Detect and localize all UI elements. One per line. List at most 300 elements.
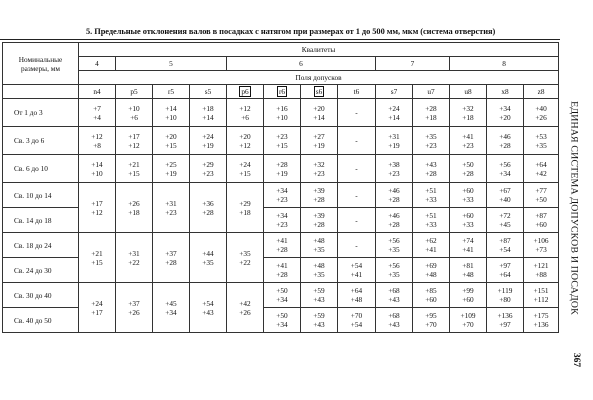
cell-r6 [264, 208, 301, 233]
cell-s7 [376, 233, 413, 258]
cell-r6 [264, 258, 301, 283]
lower-deviation: +34 [276, 295, 288, 304]
cell-s7 [376, 208, 413, 233]
upper-deviation: +17 [128, 131, 140, 141]
lower-deviation: +97 [499, 320, 511, 329]
lower-deviation: +50 [535, 195, 547, 204]
cell-s5 [190, 99, 227, 127]
cell-r5 [153, 155, 190, 183]
lower-deviation: +6 [130, 112, 138, 122]
upper-deviation: +10 [128, 103, 140, 113]
upper-deviation: +50 [462, 159, 474, 169]
cell-s6 [301, 258, 338, 283]
cell-x8 [487, 208, 524, 233]
lower-deviation: +20 [499, 112, 511, 122]
upper-deviation: +26 [128, 198, 140, 208]
lower-deviation: +15 [128, 168, 140, 178]
upper-deviation: +20 [165, 131, 177, 141]
upper-deviation: +87 [499, 236, 511, 245]
upper-deviation: +41 [276, 236, 288, 245]
cell-r5 [153, 283, 190, 333]
lower-deviation: +40 [499, 195, 511, 204]
upper-deviation: +50 [276, 311, 288, 320]
field-header-u8 [450, 85, 487, 99]
cell-x8 [487, 183, 524, 208]
cell-n4 [79, 99, 116, 127]
lower-deviation: +18 [462, 112, 474, 122]
field-label: p6 [241, 87, 249, 96]
lower-deviation: +14 [388, 112, 400, 122]
cell-u8 [450, 283, 487, 308]
upper-deviation: +175 [533, 311, 549, 320]
upper-deviation: +27 [313, 131, 325, 141]
lower-deviation: +136 [533, 320, 549, 329]
upper-deviation: +36 [202, 198, 214, 208]
cell-p5 [116, 127, 153, 155]
upper-deviation: +60 [462, 186, 474, 195]
fields-corner [3, 85, 79, 99]
cell-s6 [301, 155, 338, 183]
pole-header: Поля допусков [79, 71, 559, 85]
lower-deviation: +19 [202, 140, 214, 150]
upper-deviation: +21 [91, 248, 103, 258]
upper-deviation: +46 [388, 186, 400, 195]
upper-deviation: +43 [425, 159, 437, 169]
lower-deviation: +54 [350, 320, 363, 329]
lower-deviation: +34 [276, 320, 288, 329]
lower-deviation: +23 [462, 140, 474, 150]
cell-p5 [116, 155, 153, 183]
cell-t6 [338, 208, 376, 233]
upper-deviation: +54 [202, 298, 214, 308]
upper-deviation: +31 [128, 248, 140, 258]
upper-deviation: +51 [425, 211, 437, 220]
upper-deviation: +23 [276, 131, 288, 141]
lower-deviation: +28 [388, 220, 400, 229]
cell-p6 [227, 155, 264, 183]
size-range: Св. 14 до 18 [3, 208, 79, 233]
cell-p6 [227, 99, 264, 127]
cell-s7 [376, 99, 413, 127]
cell-u7 [413, 155, 450, 183]
lower-deviation: +34 [499, 168, 511, 178]
cell-p6 [227, 233, 264, 283]
lower-deviation: +10 [165, 112, 177, 122]
lower-deviation: +12 [128, 140, 140, 150]
cell-r5 [153, 183, 190, 233]
field-label: x8 [501, 87, 509, 96]
upper-deviation: +20 [239, 131, 251, 141]
lower-deviation: +35 [202, 257, 214, 267]
grade-4: 4 [79, 57, 116, 71]
lower-deviation: +35 [535, 140, 547, 150]
size-range: Св. 10 до 14 [3, 183, 79, 208]
lower-deviation: +60 [425, 295, 437, 304]
lower-deviation: +18 [128, 207, 140, 217]
cell-u8 [450, 99, 487, 127]
lower-deviation: +73 [535, 245, 547, 254]
lower-deviation: +12 [239, 140, 251, 150]
upper-deviation: +46 [499, 131, 511, 141]
field-label: z8 [537, 87, 545, 96]
cell-x8 [487, 233, 524, 258]
field-label: p5 [130, 87, 138, 96]
lower-deviation: +28 [388, 195, 400, 204]
cell-s7 [376, 308, 413, 333]
field-header-s7 [376, 85, 413, 99]
size-range: Св. 6 до 10 [3, 155, 79, 183]
lower-deviation: +43 [202, 307, 214, 317]
lower-deviation: +41 [462, 245, 474, 254]
cell-z8 [524, 99, 559, 127]
cell-r6 [264, 127, 301, 155]
cell-s6 [301, 208, 338, 233]
lower-deviation: +112 [533, 295, 549, 304]
lower-deviation: +28 [499, 140, 511, 150]
upper-deviation: +32 [462, 103, 474, 113]
lower-deviation: +70 [425, 320, 437, 329]
cell-x8 [487, 308, 524, 333]
grade-8: 8 [450, 57, 559, 71]
cell-r6 [264, 99, 301, 127]
field-label: r5 [167, 87, 175, 96]
lower-deviation: +35 [388, 245, 400, 254]
cell-u7 [413, 183, 450, 208]
lower-deviation: +45 [499, 220, 511, 229]
upper-deviation: +41 [462, 131, 474, 141]
lower-deviation: +23 [388, 168, 400, 178]
upper-deviation: +53 [535, 131, 547, 141]
lower-deviation: +28 [165, 257, 177, 267]
upper-deviation: +97 [499, 261, 511, 270]
upper-deviation: - [355, 164, 358, 173]
cell-p6 [227, 283, 264, 333]
lower-deviation: +54 [499, 245, 511, 254]
upper-deviation: +77 [535, 186, 547, 195]
cell-t6 [338, 183, 376, 208]
lower-deviation: +12 [91, 207, 103, 217]
lower-deviation: +28 [425, 168, 437, 178]
cell-z8 [524, 283, 559, 308]
cell-s6 [301, 183, 338, 208]
field-header-s5 [190, 85, 227, 99]
grade-7: 7 [376, 57, 450, 71]
upper-deviation: +46 [388, 211, 400, 220]
cell-s5 [190, 155, 227, 183]
grade-5: 5 [116, 57, 227, 71]
lower-deviation: +43 [388, 295, 400, 304]
field-header-r6 [264, 85, 301, 99]
upper-deviation: - [355, 240, 358, 250]
lower-deviation: +14 [202, 112, 214, 122]
lower-deviation: +23 [165, 207, 177, 217]
upper-deviation: +56 [388, 261, 400, 270]
lower-deviation: +22 [128, 257, 140, 267]
cell-p5 [116, 99, 153, 127]
upper-deviation: +44 [202, 248, 214, 258]
lower-deviation: +19 [388, 140, 400, 150]
cell-u8 [450, 127, 487, 155]
upper-deviation: +29 [202, 159, 214, 169]
side-running-title: ЕДИНАЯ СИСТЕМА ДОПУСКОВ И ПОСАДОК [568, 101, 580, 315]
upper-deviation: +136 [497, 311, 513, 320]
cell-s6 [301, 233, 338, 258]
lower-deviation: +42 [535, 168, 547, 178]
cell-x8 [487, 258, 524, 283]
table-row [3, 183, 559, 208]
upper-deviation: +42 [239, 298, 251, 308]
lower-deviation: +18 [425, 112, 437, 122]
upper-deviation: +39 [313, 186, 325, 195]
grade-6: 6 [227, 57, 376, 71]
upper-deviation: +70 [350, 311, 363, 320]
upper-deviation: +64 [535, 159, 547, 169]
cell-r5 [153, 99, 190, 127]
upper-deviation: +40 [535, 103, 547, 113]
upper-deviation: +74 [462, 236, 474, 245]
size-range: Св. 3 до 6 [3, 127, 79, 155]
upper-deviation: +14 [91, 159, 103, 169]
upper-deviation: +17 [91, 198, 103, 208]
upper-deviation: +59 [313, 286, 325, 295]
upper-deviation: +32 [313, 159, 325, 169]
upper-deviation: +37 [128, 298, 140, 308]
lower-deviation: +18 [239, 207, 251, 217]
upper-deviation: +12 [91, 131, 103, 141]
cell-p5 [116, 283, 153, 333]
cell-r5 [153, 233, 190, 283]
cell-u7 [413, 233, 450, 258]
lower-deviation: +8 [93, 140, 101, 150]
cell-u8 [450, 308, 487, 333]
upper-deviation: +56 [499, 159, 511, 169]
lower-deviation: +14 [313, 112, 325, 122]
size-range: От 1 до 3 [3, 99, 79, 127]
upper-deviation: - [355, 136, 358, 145]
cell-s6 [301, 308, 338, 333]
table-row [3, 155, 559, 183]
upper-deviation: +95 [425, 311, 437, 320]
cell-n4 [79, 233, 116, 283]
size-range: Св. 24 до 30 [3, 258, 79, 283]
lower-deviation: +28 [462, 168, 474, 178]
cell-z8 [524, 308, 559, 333]
lower-deviation: +43 [388, 320, 400, 329]
lower-deviation: +28 [276, 270, 288, 279]
cell-n4 [79, 127, 116, 155]
upper-deviation: +68 [388, 286, 400, 295]
cell-z8 [524, 127, 559, 155]
cell-z8 [524, 155, 559, 183]
upper-deviation: +28 [276, 159, 288, 169]
lower-deviation: +15 [276, 140, 288, 150]
upper-deviation: +31 [388, 131, 400, 141]
lower-deviation: +28 [202, 207, 214, 217]
size-range: Св. 30 до 40 [3, 283, 79, 308]
upper-deviation: +24 [202, 131, 214, 141]
lower-deviation: +28 [313, 195, 325, 204]
upper-deviation: +31 [165, 198, 177, 208]
lower-deviation: +43 [313, 320, 325, 329]
field-label: u8 [464, 87, 472, 96]
upper-deviation: +81 [462, 261, 474, 270]
table-title: 5. Предельные отклонения валов в посадках с натягом при размерах от 1 до 500 мм, мкм (система отверстия) [86, 27, 496, 36]
size-header: Номинальные размеры, мм [3, 43, 79, 85]
cell-x8 [487, 283, 524, 308]
cell-u7 [413, 127, 450, 155]
cell-t6 [338, 283, 376, 308]
lower-deviation: +60 [462, 295, 474, 304]
lower-deviation: +10 [91, 168, 103, 178]
cell-s5 [190, 283, 227, 333]
cell-u8 [450, 258, 487, 283]
upper-deviation: +7 [93, 103, 101, 113]
lower-deviation: +19 [276, 168, 288, 178]
cell-s6 [301, 127, 338, 155]
field-label: r6 [278, 87, 286, 96]
cell-s7 [376, 258, 413, 283]
cell-s7 [376, 283, 413, 308]
upper-deviation: +18 [202, 103, 214, 113]
field-label: t6 [353, 87, 360, 96]
upper-deviation: +67 [499, 186, 511, 195]
cell-s5 [190, 183, 227, 233]
field-header-p5 [116, 85, 153, 99]
cell-t6 [338, 155, 376, 183]
cell-t6 [338, 258, 376, 283]
upper-deviation: +109 [460, 311, 476, 320]
lower-deviation: +10 [276, 112, 288, 122]
cell-s6 [301, 99, 338, 127]
cell-p5 [116, 233, 153, 283]
cell-s7 [376, 155, 413, 183]
upper-deviation: +12 [239, 103, 251, 113]
cell-z8 [524, 183, 559, 208]
title-rule [0, 39, 560, 40]
cell-r6 [264, 308, 301, 333]
upper-deviation: +48 [313, 261, 325, 270]
cell-s7 [376, 127, 413, 155]
upper-deviation: - [355, 215, 358, 225]
cell-r5 [153, 127, 190, 155]
kvalitety-header: Квалитеты [79, 43, 559, 57]
cell-u7 [413, 308, 450, 333]
lower-deviation: +15 [165, 140, 177, 150]
upper-deviation: - [355, 108, 358, 117]
lower-deviation: +64 [499, 270, 511, 279]
upper-deviation: +35 [239, 248, 251, 258]
lower-deviation: +48 [425, 270, 437, 279]
cell-t6 [338, 99, 376, 127]
lower-deviation: +60 [535, 220, 547, 229]
lower-deviation: +33 [462, 195, 474, 204]
upper-deviation: +106 [533, 236, 549, 245]
upper-deviation: +41 [276, 261, 288, 270]
lower-deviation: +23 [276, 220, 288, 229]
header-row-fields [3, 85, 559, 99]
lower-deviation: +35 [388, 270, 400, 279]
cell-x8 [487, 99, 524, 127]
lower-deviation: +19 [165, 168, 177, 178]
cell-n4 [79, 183, 116, 233]
upper-deviation: +38 [388, 159, 400, 169]
lower-deviation: +23 [202, 168, 214, 178]
cell-p6 [227, 127, 264, 155]
upper-deviation: +51 [425, 186, 437, 195]
lower-deviation: +28 [313, 220, 325, 229]
page-number: 367 [571, 352, 581, 368]
lower-deviation: +23 [425, 140, 437, 150]
lower-deviation: +26 [239, 307, 251, 317]
lower-deviation: +33 [425, 195, 437, 204]
cell-s6 [301, 283, 338, 308]
upper-deviation: - [355, 190, 358, 200]
upper-deviation: +68 [388, 311, 400, 320]
field-label: n4 [93, 87, 101, 96]
lower-deviation: +22 [239, 257, 251, 267]
upper-deviation: +20 [313, 103, 325, 113]
table-row [3, 127, 559, 155]
cell-s5 [190, 127, 227, 155]
cell-u8 [450, 233, 487, 258]
header-row-grades [3, 57, 559, 71]
upper-deviation: +29 [239, 198, 251, 208]
upper-deviation: +24 [239, 159, 251, 169]
upper-deviation: +60 [462, 211, 474, 220]
upper-deviation: +69 [425, 261, 437, 270]
cell-p5 [116, 183, 153, 233]
upper-deviation: +16 [276, 103, 288, 113]
cell-t6 [338, 127, 376, 155]
upper-deviation: +59 [313, 311, 325, 320]
lower-deviation: +33 [462, 220, 474, 229]
upper-deviation: +28 [425, 103, 437, 113]
field-label: s7 [390, 87, 398, 96]
upper-deviation: +48 [313, 236, 325, 245]
cell-u8 [450, 183, 487, 208]
lower-deviation: +15 [239, 168, 251, 178]
upper-deviation: +34 [276, 186, 288, 195]
header-row-pole [3, 71, 559, 85]
lower-deviation: +23 [276, 195, 288, 204]
cell-t6 [338, 308, 376, 333]
upper-deviation: +35 [425, 131, 437, 141]
cell-r6 [264, 155, 301, 183]
upper-deviation: +85 [425, 286, 437, 295]
cell-r6 [264, 233, 301, 258]
cell-u7 [413, 258, 450, 283]
cell-r6 [264, 183, 301, 208]
upper-deviation: +99 [462, 286, 474, 295]
upper-deviation: +24 [91, 298, 103, 308]
field-header-p6 [227, 85, 264, 99]
field-label: u7 [427, 87, 435, 96]
lower-deviation: +43 [313, 295, 325, 304]
field-header-x8 [487, 85, 524, 99]
upper-deviation: +87 [535, 211, 547, 220]
lower-deviation: +41 [425, 245, 437, 254]
lower-deviation: +28 [276, 245, 288, 254]
field-header-u7 [413, 85, 450, 99]
cell-z8 [524, 233, 559, 258]
cell-x8 [487, 155, 524, 183]
field-label: s6 [315, 87, 323, 96]
field-header-s6 [301, 85, 338, 99]
lower-deviation: +80 [499, 295, 511, 304]
lower-deviation: +26 [535, 112, 547, 122]
upper-deviation: +54 [350, 261, 363, 270]
cell-u8 [450, 155, 487, 183]
